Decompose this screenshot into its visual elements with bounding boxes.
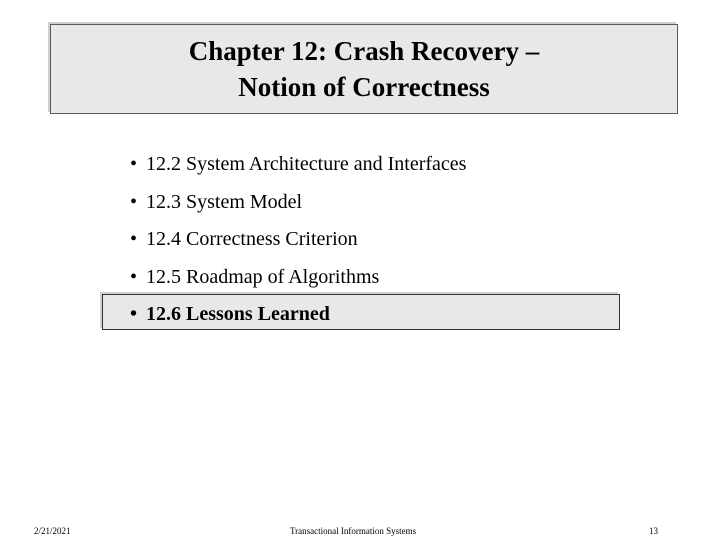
agenda-item-12-2 [130, 146, 690, 184]
slide-title-line-1: Chapter 12: Crash Recovery – [188, 36, 540, 66]
footer-date: 2/21/2021 [34, 526, 71, 536]
agenda-item-label: 12.2 System Architecture and Interfaces [146, 153, 467, 175]
agenda-item-label: 12.4 Correctness Criterion [146, 228, 358, 250]
agenda-list [130, 146, 690, 334]
slide-title-line-2: Notion of Correctness [238, 72, 490, 102]
bullet-icon: • [130, 228, 138, 250]
agenda-item-label: 12.6 Lessons Learned [146, 303, 330, 325]
bullet-icon: • [130, 303, 138, 325]
agenda-item-12-4 [130, 221, 690, 259]
bullet-icon: • [130, 265, 138, 288]
footer-page-number: 13 [649, 526, 658, 536]
bullet-icon: • [130, 153, 138, 175]
agenda-item-12-5 [130, 259, 690, 297]
agenda-item-label: 12.5 Roadmap of Algorithms [146, 265, 380, 288]
agenda-item-label: 12.3 System Model [146, 190, 303, 213]
footer-course-title: Transactional Information Systems [290, 526, 417, 536]
agenda-item-12-6-current [130, 296, 690, 334]
bullet-icon: • [130, 190, 138, 213]
agenda-item-12-3 [130, 184, 690, 222]
slide-title-box [50, 24, 678, 114]
